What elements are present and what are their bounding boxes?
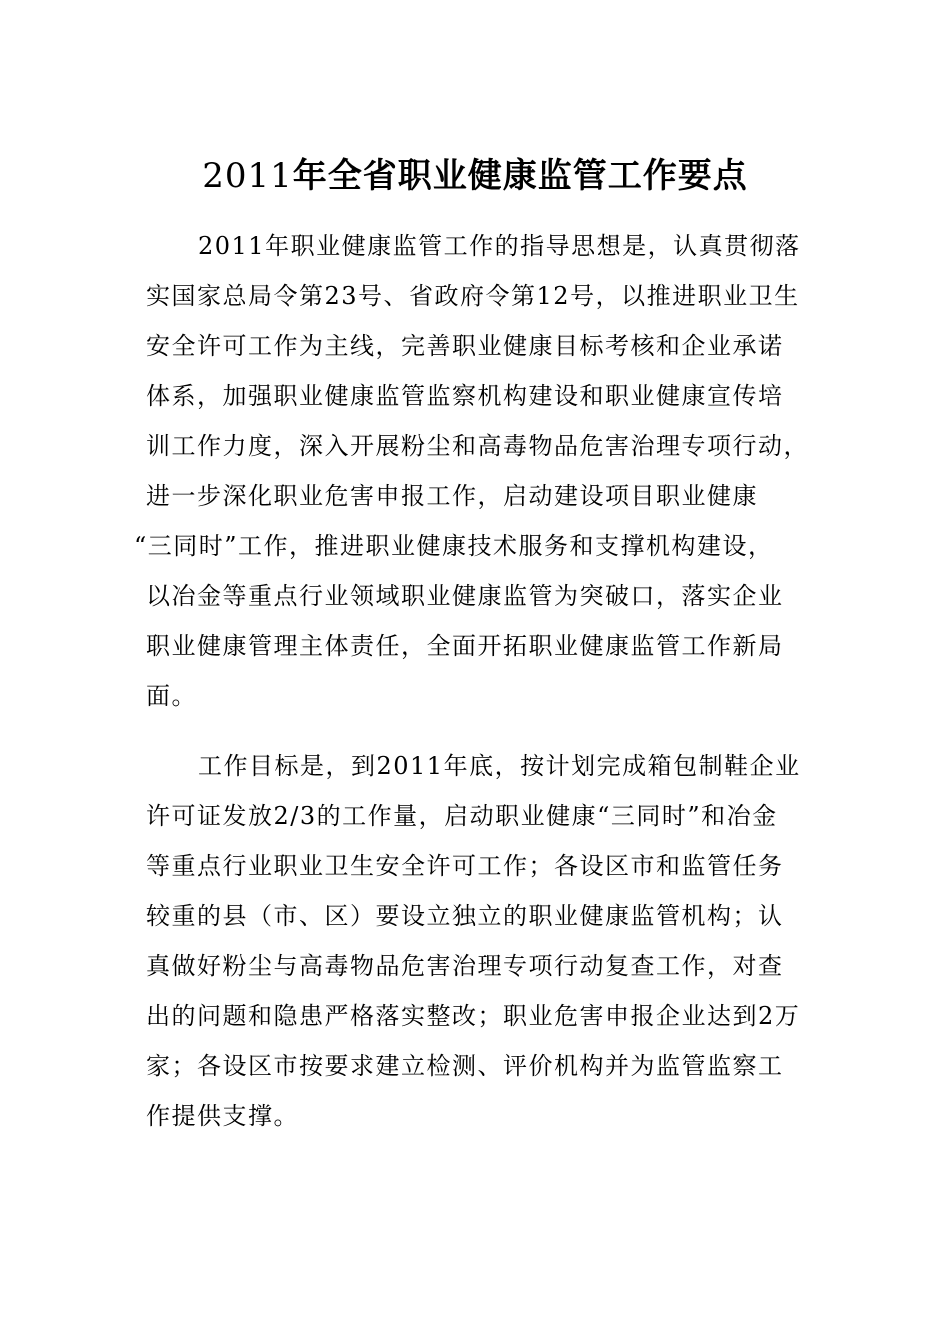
document-title bbox=[0, 148, 950, 197]
paragraph-guiding-ideology bbox=[134, 221, 810, 721]
paragraph-line: 2011年职业健康监管工作的指导思想是，认真贯彻落 bbox=[198, 232, 801, 260]
paragraph-line: 安全许可工作为主线，完善职业健康目标考核和企业承诺 bbox=[146, 332, 784, 360]
paragraph-line: 职业健康管理主体责任，全面开拓职业健康监管工作新局 bbox=[146, 632, 784, 660]
paragraph-line: “三同时”工作，推进职业健康技术服务和支撑机构建设， bbox=[134, 532, 774, 560]
paragraph-line: 面。 bbox=[146, 682, 197, 710]
paragraph-line: 进一步深化职业危害申报工作，启动建设项目职业健康 bbox=[146, 482, 758, 510]
paragraph-line: 家；各设区市按要求建立检测、评价机构并为监管监察工 bbox=[146, 1052, 784, 1080]
paragraph-line: 体系，加强职业健康监管监察机构建设和职业健康宣传培 bbox=[146, 382, 784, 410]
paragraph-work-goals bbox=[146, 741, 810, 1141]
paragraph-line: 出的问题和隐患严格落实整改；职业危害申报企业达到2万 bbox=[146, 1002, 801, 1030]
paragraph-line: 许可证发放2/3的工作量，启动职业健康“三同时”和冶金 bbox=[146, 802, 778, 830]
paragraph-line: 作提供支撑。 bbox=[146, 1102, 299, 1130]
paragraph-line: 较重的县（市、区）要设立独立的职业健康监管机构；认 bbox=[146, 902, 784, 930]
paragraph-line: 工作目标是，到2011年底，按计划完成箱包制鞋企业 bbox=[198, 752, 801, 780]
paragraph-line: 真做好粉尘与高毒物品危害治理专项行动复查工作，对查 bbox=[146, 952, 784, 980]
paragraph-line: 实国家总局令第23号、省政府令第12号，以推进职业卫生 bbox=[146, 282, 800, 310]
paragraph-line: 训工作力度，深入开展粉尘和高毒物品危害治理专项行动， bbox=[146, 432, 809, 460]
paragraph-line: 等重点行业职业卫生安全许可工作；各设区市和监管任务 bbox=[146, 852, 784, 880]
title-text: 年全省职业健康监管工作要点 bbox=[292, 156, 748, 196]
title-year: 2011 bbox=[202, 156, 293, 196]
paragraph-line: 以冶金等重点行业领域职业健康监管为突破口，落实企业 bbox=[146, 582, 784, 610]
